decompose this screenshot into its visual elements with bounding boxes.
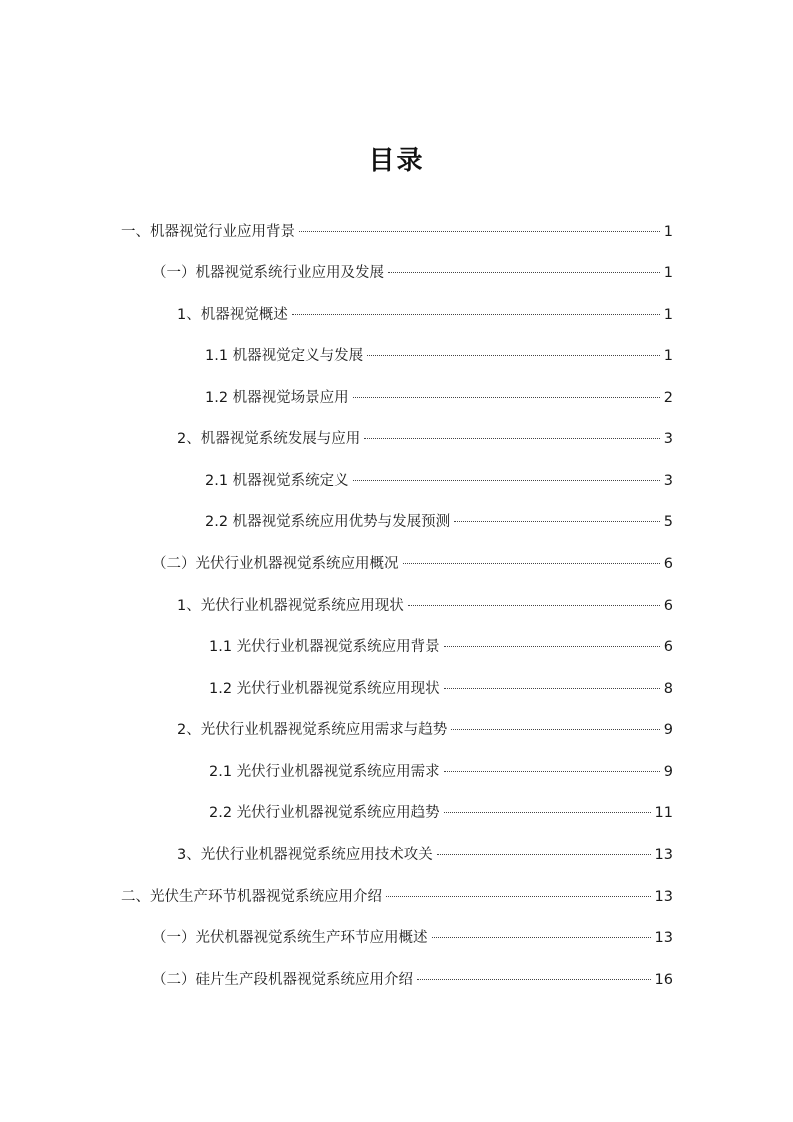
dot-leader (408, 605, 660, 606)
toc-entry[interactable] (0, 885, 673, 909)
dot-leader (386, 896, 651, 897)
toc-entry[interactable] (0, 552, 673, 576)
toc-entry[interactable] (0, 469, 673, 493)
toc-page-number: 1 (663, 348, 673, 364)
dot-leader (444, 812, 651, 813)
dot-leader (364, 438, 660, 439)
toc-page-number: 13 (654, 847, 673, 863)
toc-entry-title: 2.1 光伏行业机器视觉系统应用需求 (209, 764, 440, 780)
dot-leader (444, 646, 660, 647)
toc-page-number: 3 (663, 431, 673, 447)
toc-entry-title: 1.2 机器视觉场景应用 (205, 390, 349, 406)
toc-page-number: 6 (663, 598, 673, 614)
dot-leader (432, 937, 651, 938)
toc-page-number: 1 (663, 224, 673, 240)
toc-entry[interactable] (0, 344, 673, 368)
toc-entry-title: 3、光伏行业机器视觉系统应用技术攻关 (177, 847, 433, 863)
toc-page-number: 9 (663, 764, 673, 780)
toc-entry-title: 1.1 机器视觉定义与发展 (205, 348, 364, 364)
toc-page-number: 8 (663, 681, 673, 697)
toc-entry-title: 2、光伏行业机器视觉系统应用需求与趋势 (177, 722, 448, 738)
dot-leader (292, 314, 660, 315)
toc-page-number: 5 (663, 514, 673, 530)
toc-entry-title: 1、机器视觉概述 (177, 307, 288, 323)
dot-leader (353, 480, 660, 481)
dot-leader (353, 397, 660, 398)
toc-entry-title: （二）光伏行业机器视觉系统应用概况 (152, 556, 399, 572)
toc-entry[interactable] (0, 386, 673, 410)
toc-entry[interactable] (0, 220, 673, 244)
dot-leader (454, 521, 660, 522)
dot-leader (299, 231, 660, 232)
toc-entry[interactable] (0, 801, 673, 825)
toc-page-number: 16 (654, 972, 673, 988)
toc-page-number: 1 (663, 265, 673, 281)
toc-page-number: 9 (663, 722, 673, 738)
toc-page-number: 11 (654, 805, 673, 821)
toc-entry[interactable] (0, 677, 673, 701)
toc-entry-title: （一）机器视觉系统行业应用及发展 (152, 265, 384, 281)
toc-page-number: 13 (654, 889, 673, 905)
toc-page-number: 13 (654, 930, 673, 946)
toc-entry[interactable] (0, 760, 673, 784)
toc-entry[interactable] (0, 635, 673, 659)
toc-entry-title: 2.1 机器视觉系统定义 (205, 473, 349, 489)
dot-leader (388, 272, 660, 273)
toc-entry-title: （一）光伏机器视觉系统生产环节应用概述 (152, 930, 428, 946)
toc-entry-title: 1.2 光伏行业机器视觉系统应用现状 (209, 681, 440, 697)
toc-entry-title: 2.2 机器视觉系统应用优势与发展预测 (205, 514, 451, 530)
toc-entry[interactable] (0, 968, 673, 992)
dot-leader (444, 688, 660, 689)
toc-entry-title: 2.2 光伏行业机器视觉系统应用趋势 (209, 805, 440, 821)
toc-entry-title: （二）硅片生产段机器视觉系统应用介绍 (152, 972, 413, 988)
toc-entry[interactable] (0, 303, 673, 327)
toc-entry[interactable] (0, 718, 673, 742)
toc-entry[interactable] (0, 261, 673, 285)
dot-leader (444, 771, 660, 772)
toc-page-number: 6 (663, 639, 673, 655)
toc-entry[interactable] (0, 510, 673, 534)
toc-entry[interactable] (0, 594, 673, 618)
toc-entry-title: 二、光伏生产环节机器视觉系统应用介绍 (121, 889, 382, 905)
toc-entry-title: 1、光伏行业机器视觉系统应用现状 (177, 598, 404, 614)
dot-leader (451, 729, 660, 730)
toc-page-number: 6 (663, 556, 673, 572)
toc-page-number: 2 (663, 390, 673, 406)
dot-leader (367, 355, 660, 356)
toc-entry[interactable] (0, 926, 673, 950)
page-title: 目录 (368, 146, 425, 176)
toc-entry-title: 一、机器视觉行业应用背景 (121, 224, 295, 240)
dot-leader (417, 979, 651, 980)
toc-page-number: 1 (663, 307, 673, 323)
dot-leader (403, 563, 660, 564)
toc-page-number: 3 (663, 473, 673, 489)
toc-entry[interactable] (0, 843, 673, 867)
dot-leader (437, 854, 651, 855)
toc-entry[interactable] (0, 427, 673, 451)
toc-entry-title: 2、机器视觉系统发展与应用 (177, 431, 361, 447)
toc-entry-title: 1.1 光伏行业机器视觉系统应用背景 (209, 639, 440, 655)
